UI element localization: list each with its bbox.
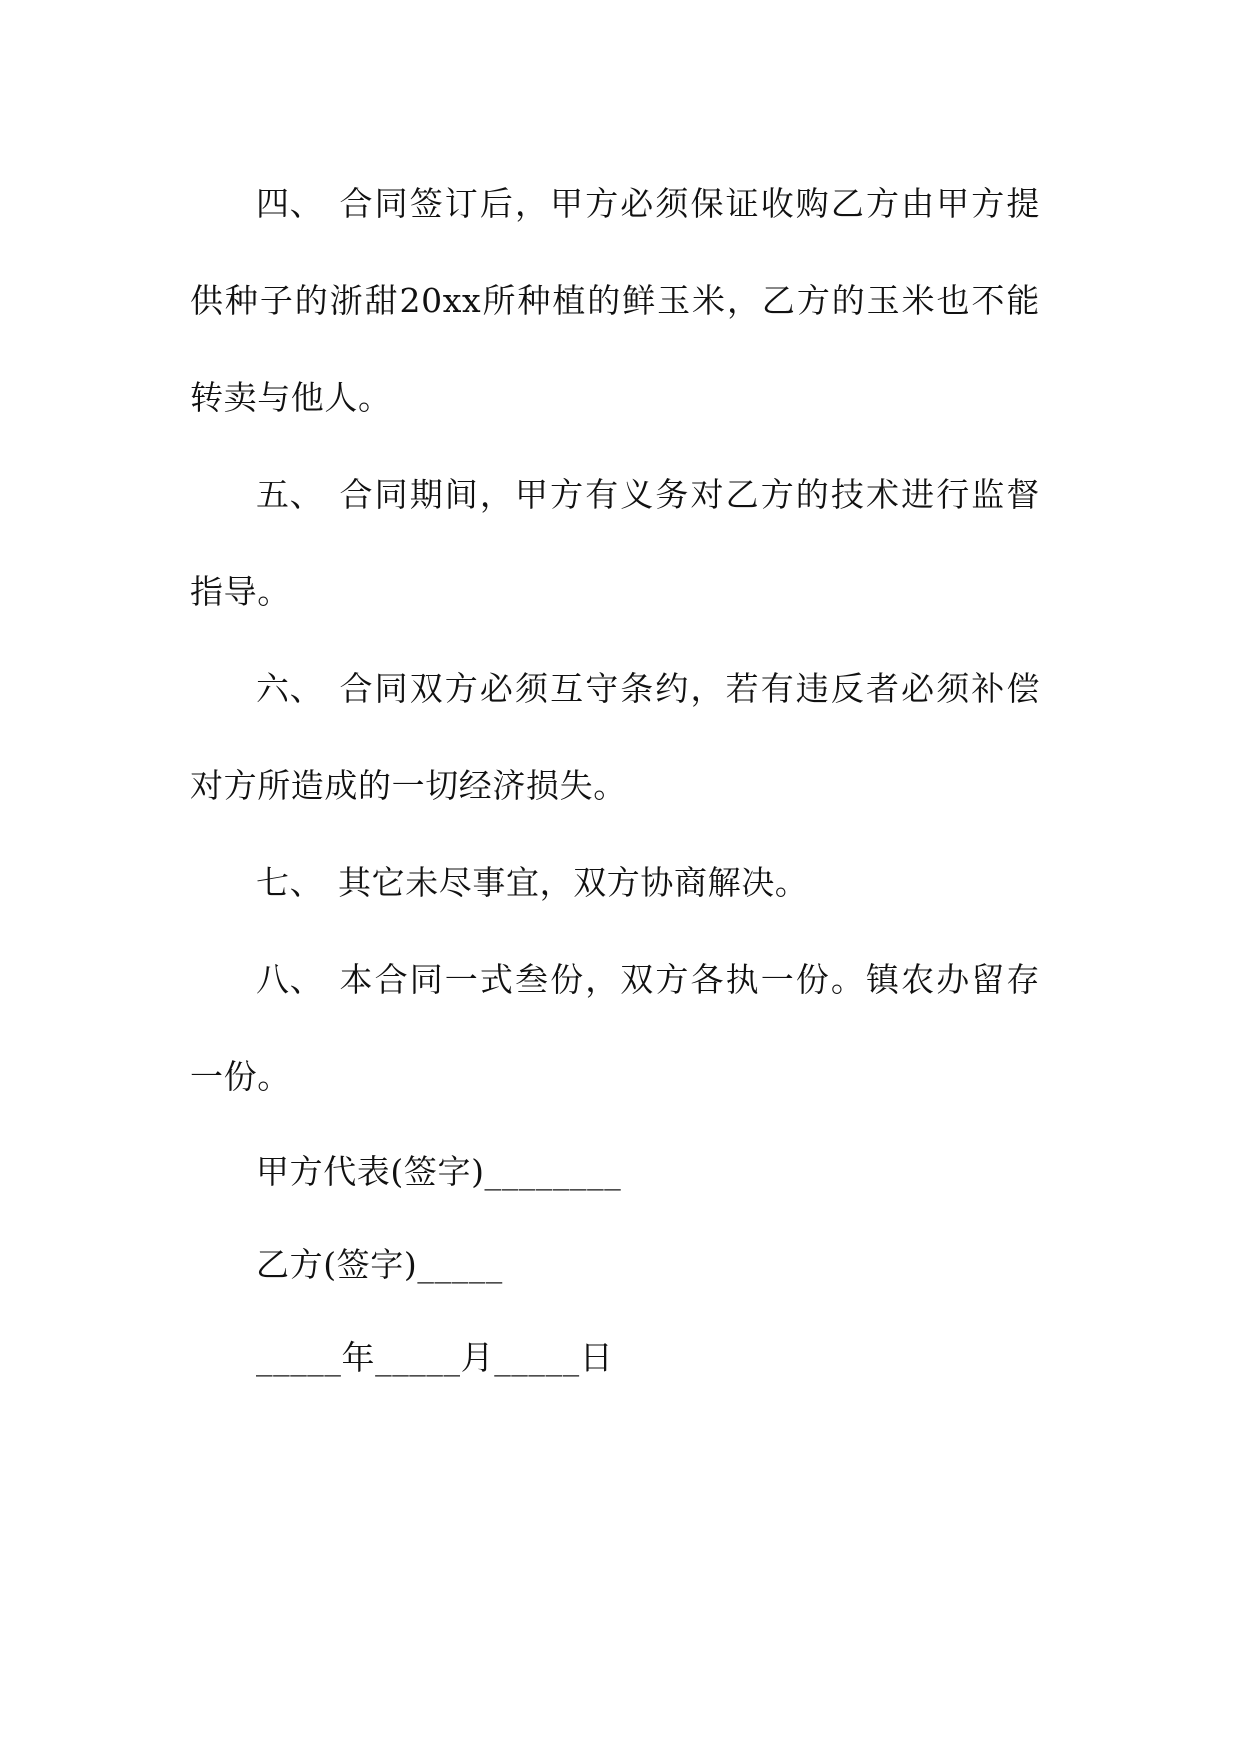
clause-text: 合同签订后，甲方必须保证收购乙方由甲方提供种子的浙甜20xx所种植的鲜玉米，乙方的玉米也不能转卖与他人。 <box>190 184 1040 417</box>
clause-5 <box>190 446 1040 640</box>
clause-text: 其它未尽事宜，双方协商解决。 <box>338 863 809 902</box>
contract-body <box>190 155 1040 1404</box>
clause-number: 八、 <box>256 960 324 999</box>
clause-number: 七、 <box>256 863 324 902</box>
clause-8 <box>190 931 1040 1125</box>
signature-date-line: _____年_____月_____日 <box>256 1338 614 1377</box>
clause-text: 合同双方必须互守条约，若有违反者必须补偿对方所造成的一切经济损失。 <box>190 669 1040 805</box>
clause-6 <box>190 640 1040 834</box>
clause-text: 本合同一式叁份，双方各执一份。镇农办留存一份。 <box>190 960 1040 1096</box>
clause-number: 六、 <box>256 669 324 708</box>
clause-7 <box>190 834 1040 931</box>
clause-number: 四、 <box>256 184 324 223</box>
clause-4 <box>190 155 1040 446</box>
clause-text: 合同期间，甲方有义务对乙方的技术进行监督指导。 <box>190 475 1040 611</box>
party-b-signature-line: 乙方(签字)_____ <box>256 1245 503 1284</box>
clause-number: 五、 <box>256 475 324 514</box>
party-a-signature-line: 甲方代表(签字)________ <box>256 1152 622 1191</box>
